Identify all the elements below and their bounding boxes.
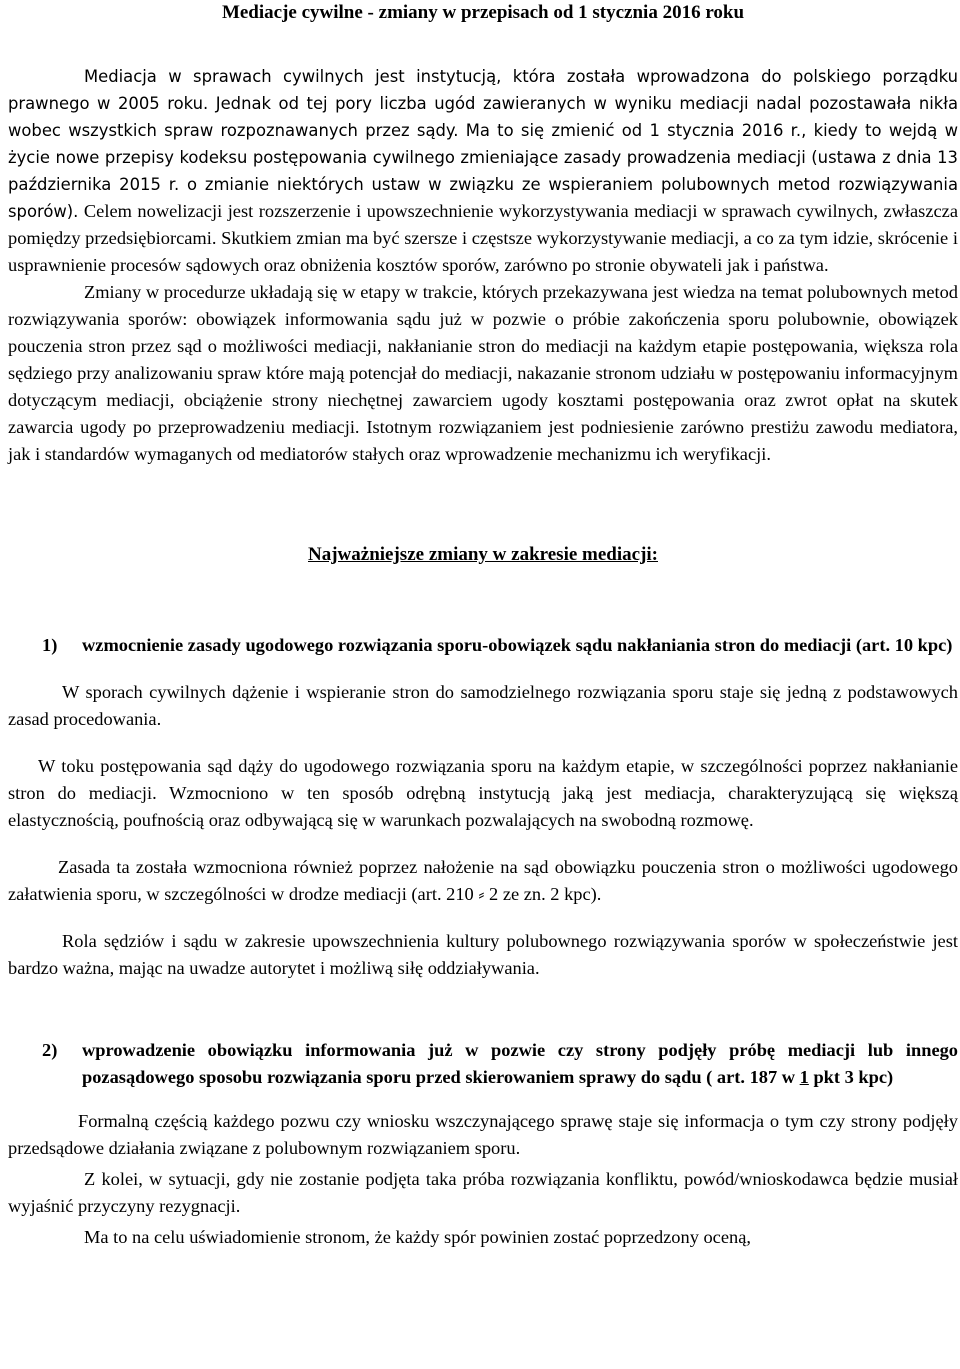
item-1-heading-ref: (art. 10 kpc) [855, 635, 953, 655]
item-2-heading-main: wprowadzenie obowiązku informowania już w pozwie czy strony podjęły próbę mediacji lub innego pozasądowego sposobu rozwiązania sporu przed skierowaniem sprawy do sądu ( art. 187 w [82, 1040, 958, 1087]
item-1-paragraph-1: W sporach cywilnych dążenie i wspieranie stron do samodzielnego rozwiązania sporu staje się jedną z podstawowych zasad procedowania. [8, 682, 958, 729]
item-1-heading [8, 632, 958, 659]
item-2-paragraph-1: Formalną częścią każdego pozwu czy wniosku wszczynającego sprawę staje się informacja o tym czy strony podjęły przedsądowe działania związane z polubownym rozwiązaniem sporu. [8, 1111, 958, 1158]
item-2-paragraph-2: Z kolei, w sytuacji, gdy nie zostanie podjęta taka próba rozwiązania konfliktu, powód/wnioskodawca będzie musiał wyjaśnić przyczyny rezygnacji. [8, 1169, 958, 1216]
item-1-heading-main: wzmocnienie zasady ugodowego rozwiązania sporu-obowiązek sądu nakłaniania stron do mediacji [82, 635, 852, 655]
item-2-heading-end: pkt 3 kpc) [808, 1067, 894, 1087]
section-heading: Najważniejsze zmiany w zakresie mediacji: [308, 544, 658, 565]
item-2-paragraph-3: Ma to na celu uświadomienie stronom, że każdy spór powinien zostać poprzedzony oceną, [84, 1227, 751, 1247]
item-1-paragraph-4: Rola sędziów i sądu w zakresie upowszechnienia kultury polubownego rozwiązywania sporów w społeczeństwie jest bardzo ważna, mając na uwadze autorytet i możliwą siłę oddziaływania. [8, 931, 958, 978]
intro-part-2: , kiedy to wejdą w życie nowe przepisy kodeksu postępowania cywilnego zmieniające zasady prowadzenia mediacji (ustawa z dnia 13 października 2015 r. o zmianie niektórych ustaw w związku ze wspieraniem polubownych metod rozwiązywania sporów). [8, 121, 959, 221]
item-1-heading-text [82, 632, 958, 659]
item-2-number: 2) [42, 1040, 58, 1060]
item-2-heading [8, 1037, 958, 1091]
item-1-paragraph-3: Zasada ta została wzmocniona również poprzez nałożenie na sąd obowiązku pouczenia stron o możliwości ugodowego załatwienia sporu, w szczególności w drodze mediacji (art. 210 ⸗ 2 ze zn. 2 kpc). [8, 857, 958, 904]
item-2-heading-underlined: 1 [799, 1067, 809, 1087]
document-title: Mediacje cywilne - zmiany w przepisach od 1 stycznia 2016 roku [221, 2, 745, 23]
intro-paragraph [8, 63, 958, 279]
intro-part-4: Skutkiem zmian ma być szersze i częstsze wykorzystywanie mediacji, a co za tym idzie, skrócenie i usprawnienie procesów sądowych oraz obniżenia kosztów sporów, zarówno po stronie obywateli jak i państwa. [8, 228, 958, 275]
document-page [8, 0, 958, 1251]
item-1-number: 1) [42, 635, 58, 655]
intro-part-3: Celem nowelizacji jest rozszerzenie i upowszechnienie wykorzystywania mediacji w sprawach cywilnych, zwłaszcza pomiędzy przedsiębiorcami. [8, 201, 958, 248]
intro-part-1: Mediacja w sprawach cywilnych jest instytucją, która została wprowadzona do polskiego porządku prawnego w 2005 roku. Jednak od tej pory liczba ugód zawieranych w wyniku mediacji nadal pozostawała nikła wobec wszystkich spraw rozpoznawanych przez sądy. Ma to się zmienić od 1 stycznia 2016 r. [8, 67, 958, 140]
item-2-heading-text [82, 1037, 958, 1091]
item-1-paragraph-2: W toku postępowania sąd dąży do ugodowego rozwiązania sporu na każdym etapie, w szczególności poprzez nakłanianie stron do mediacji. Wzmocniono w ten sposób odrębną instytucją jaką jest mediacja, charakteryzującą się większą elastycznością, poufnością oraz odbywającą się w warunkach pozwalających na swobodną rozmowę. [8, 756, 958, 830]
procedure-paragraph: Zmiany w procedurze układają się w etapy w trakcie, których przekazywana jest wiedza na temat polubownych metod rozwiązywania sporów: obowiązek informowania sądu już w pozwie o próbie zakończenia sporu polubownie, obowiązek pouczenia stron przez sąd o możliwości mediacji, nakłanianie stron do mediacji na każdym etapie postępowania, większa rola sędziego przy analizowaniu spraw które mają potencjał do mediacji, nakazanie stronom udziału w postępowaniu informacyjnym dotyczącym mediacji, obciążenie strony niechętnej zawarciem ugody kosztami postępowania oraz zwrot opłat na skutek zawarcia ugody po przeprowadzeniu mediacji. Istotnym rozwiązaniem jest podniesienie zarówno prestiżu zawodu mediatora, jak i standardów wymaganych od mediatorów stałych oraz wprowadzenie mechanizmu ich weryfikacji. [8, 282, 958, 464]
